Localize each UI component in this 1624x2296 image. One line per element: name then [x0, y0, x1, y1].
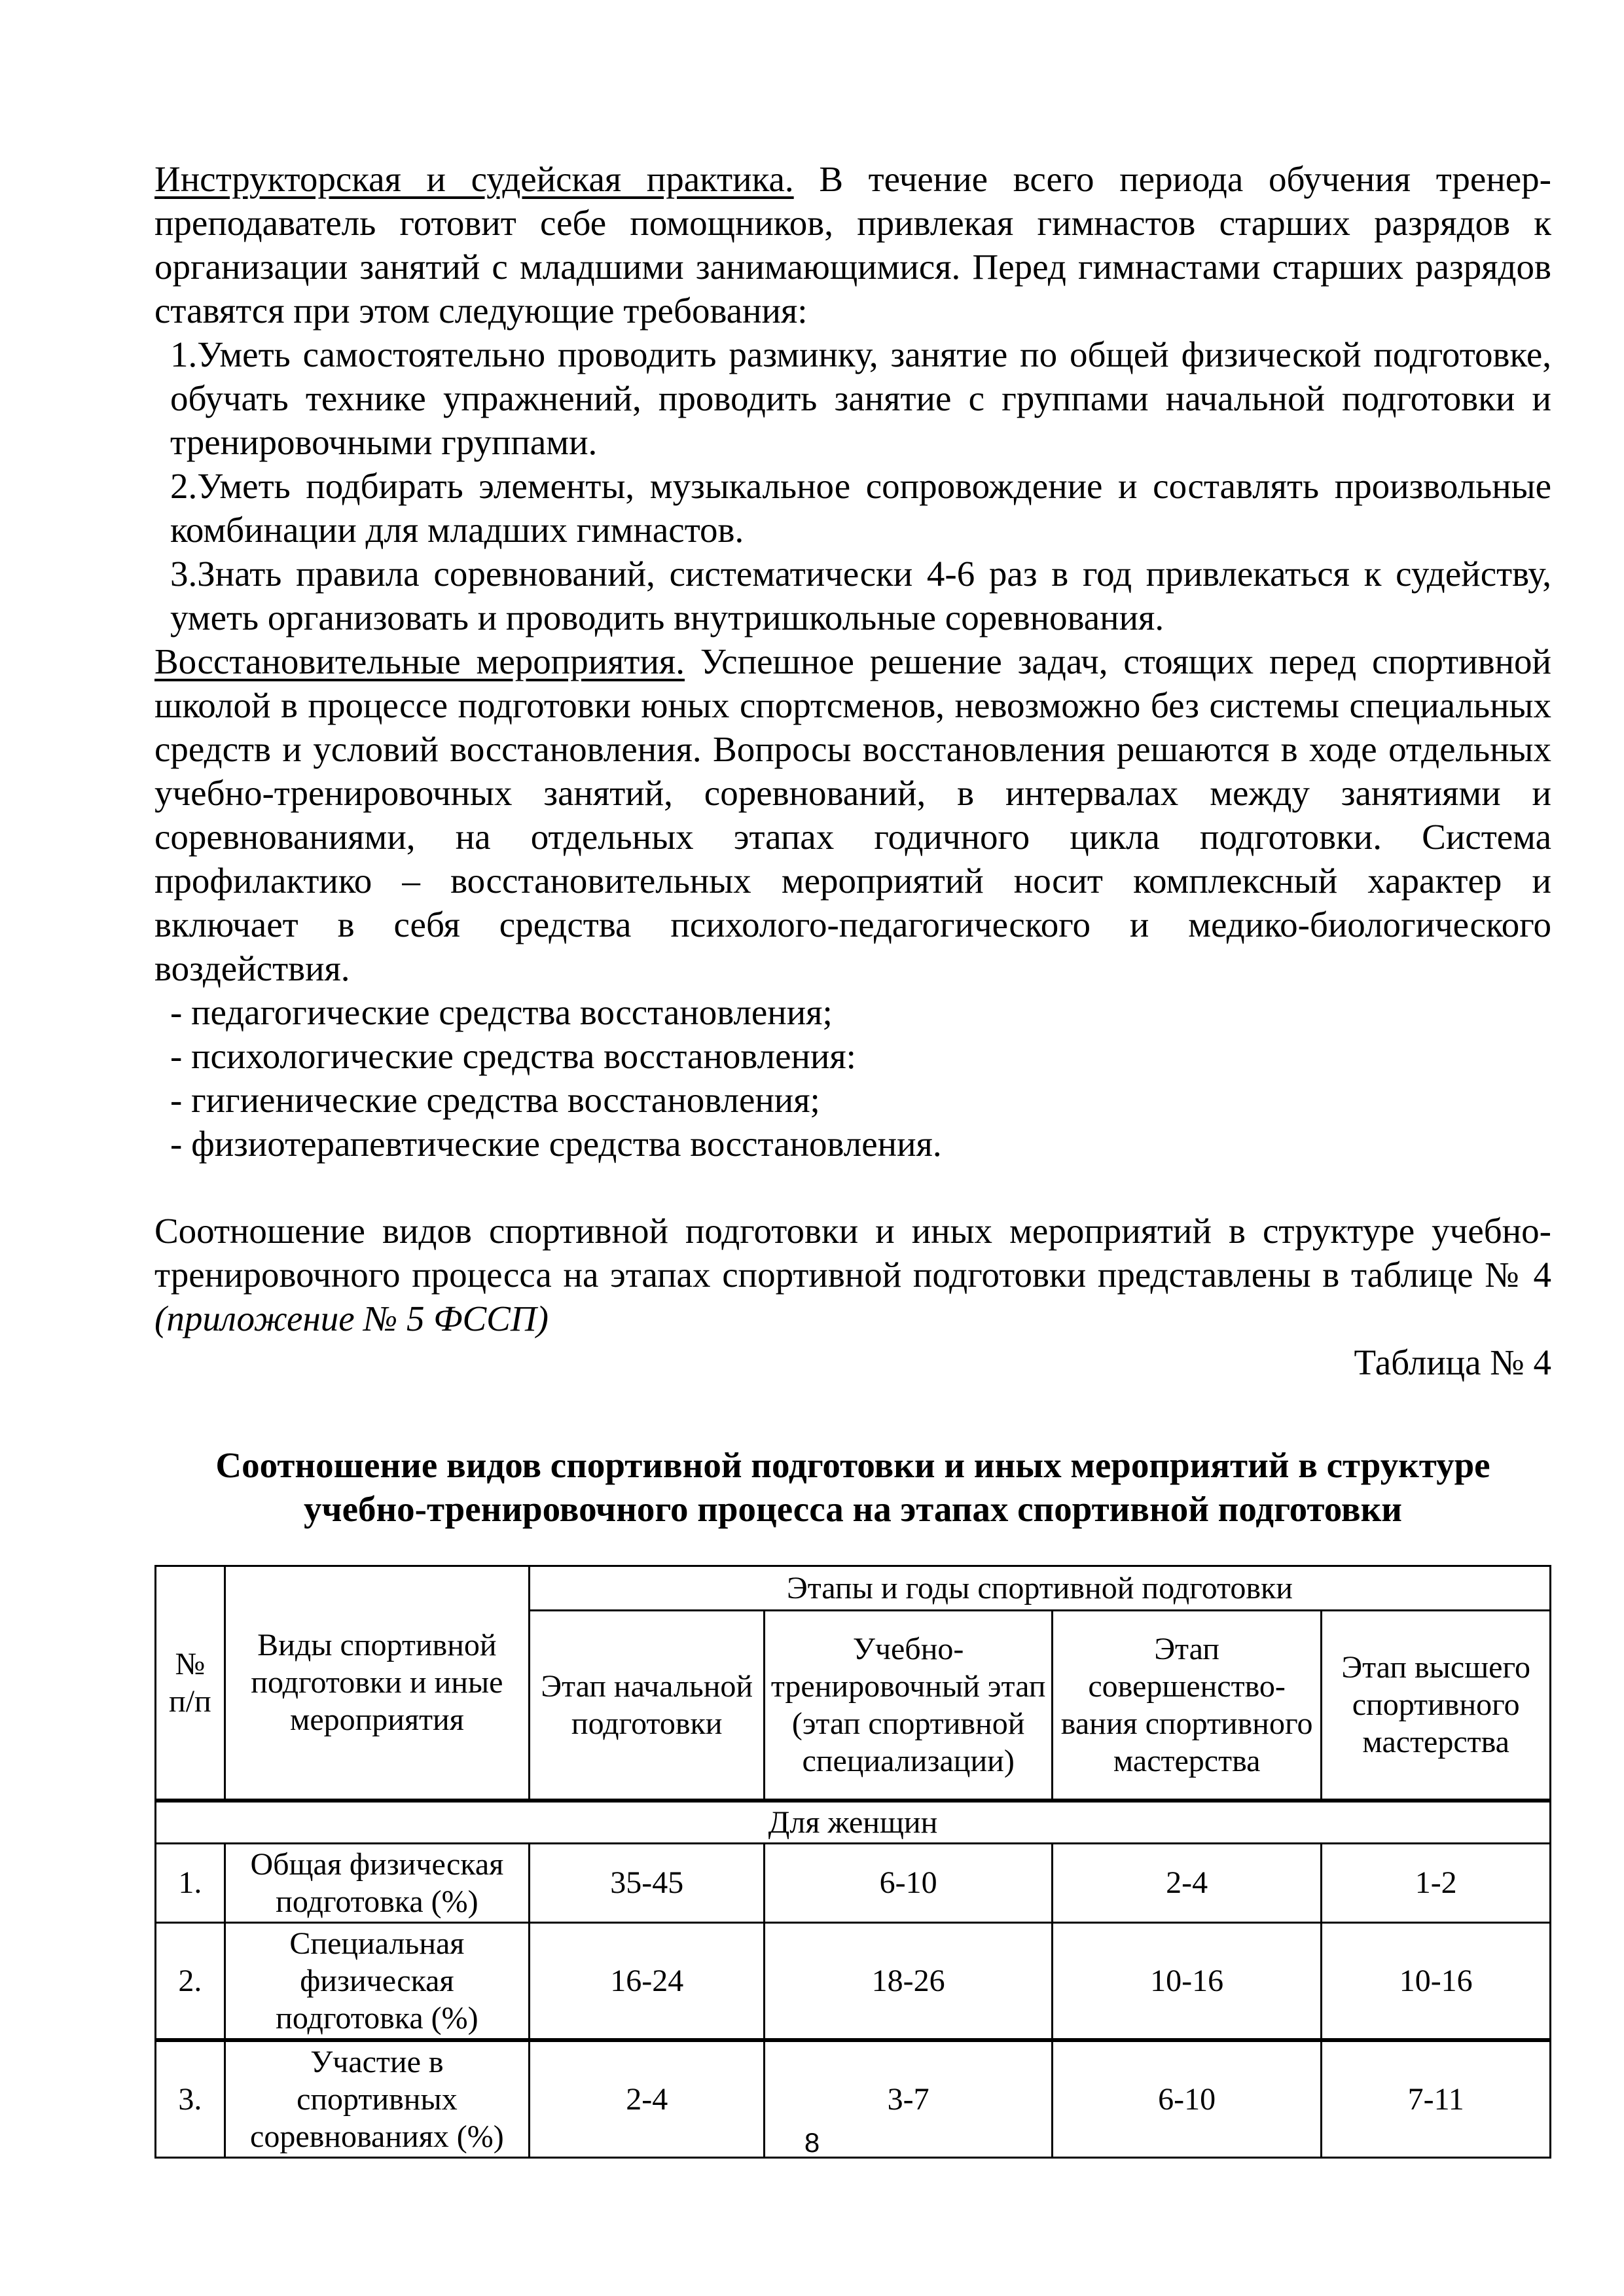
header-stages-group: Этапы и годы спортивной подготовки — [530, 1566, 1551, 1611]
requirement-item: 2.Уметь подбирать элементы, музыкальное сопровождение и составлять произвольные комбинации для младших гимнастов. — [170, 466, 1551, 550]
table-row: 3. Участие в спортивных соревнованиях (%) 2-4 3-7 6-10 7-11 — [156, 2040, 1551, 2158]
recovery-list-item: - физиотерапевтические средства восстановления. — [170, 1124, 942, 1164]
recovery-paragraph: Восстановительные мероприятия. Успешное решение задач, стоящих перед спортивной школой в процессе подготовки юных спортсменов, невозможно без системы специальных средств и условий восстановления. Вопросы восстановления решаются в ходе отдельных учебно-тренировочных занятий, соревнований, в интервалах между занятиями и соревнованиями, на отдельных этапах годичного цикла подготовки. Система профилактико – восстановительных мероприятий носит комплексный характер и включает в себя средства психолого-педагогического и медико-биологического воздействия. — [154, 641, 1551, 988]
instructor-practice-paragraph: Инструкторская и судейская практика. В течение всего периода обучения тренер-преподаватель готовит себе помощников, привлекая гимнастов старших разрядов к организации занятий с младшими занимающимися. Перед гимнастами старших разрядов ставятся при этом следующие требования: — [154, 159, 1551, 331]
header-stage: Этап совершенство-вания спортивного мастерства — [1052, 1611, 1322, 1801]
table-row: 2. Специальная физическая подготовка (%) 16-24 18-26 10-16 10-16 — [156, 1922, 1551, 2040]
recovery-list-item: - гигиенические средства восстановления; — [170, 1080, 820, 1120]
subheader-women: Для женщин — [156, 1801, 1551, 1844]
table-title: Соотношение видов спортивной подготовки и иных мероприятий в структуре учебно-тренировочного процесса на этапах спортивной подготовки — [215, 1445, 1490, 1529]
header-kind: Виды спортивной подготовки и иные мероприятия — [225, 1566, 529, 1801]
header-number: № п/п — [156, 1566, 225, 1801]
training-ratio-table — [154, 1565, 1551, 2159]
table-row: 1. Общая физическая подготовка (%) 35-45 6-10 2-4 1-2 — [156, 1843, 1551, 1922]
requirement-item: 3.Знать правила соревнований, систематически 4-6 раз в год привлекаться к судейству, уметь организовать и проводить внутришкольные соревнования. — [170, 554, 1551, 637]
document-page — [154, 157, 1551, 2159]
table-caption: Таблица № 4 — [1354, 1342, 1551, 1382]
recovery-list-item: - педагогические средства восстановления; — [170, 992, 833, 1032]
appendix-reference: (приложение № 5 ФССП) — [154, 1299, 549, 1338]
requirement-item: 1.Уметь самостоятельно проводить разминку, занятие по общей физической подготовке, обучать технике упражнений, проводить занятие с группами начальной подготовки и тренировочными группами. — [170, 334, 1551, 462]
recovery-list-item: - психологические средства восстановления: — [170, 1036, 856, 1076]
recovery-heading: Восстановительные мероприятия. — [154, 641, 685, 681]
page-number: 8 — [804, 2127, 820, 2158]
header-stage: Этап высшего спортивного мастерства — [1322, 1611, 1551, 1801]
ratio-paragraph: Соотношение видов спортивной подготовки и иных мероприятий в структуре учебно-тренировочного процесса на этапах спортивной подготовки представлены в таблице № 4 (приложение № 5 ФССП) — [154, 1211, 1551, 1338]
instructor-practice-heading: Инструкторская и судейская практика. — [154, 159, 794, 199]
header-stage: Этап начальной подготовки — [530, 1611, 765, 1801]
header-stage: Учебно-тренировочный этап (этап спортивной специализации) — [765, 1611, 1052, 1801]
